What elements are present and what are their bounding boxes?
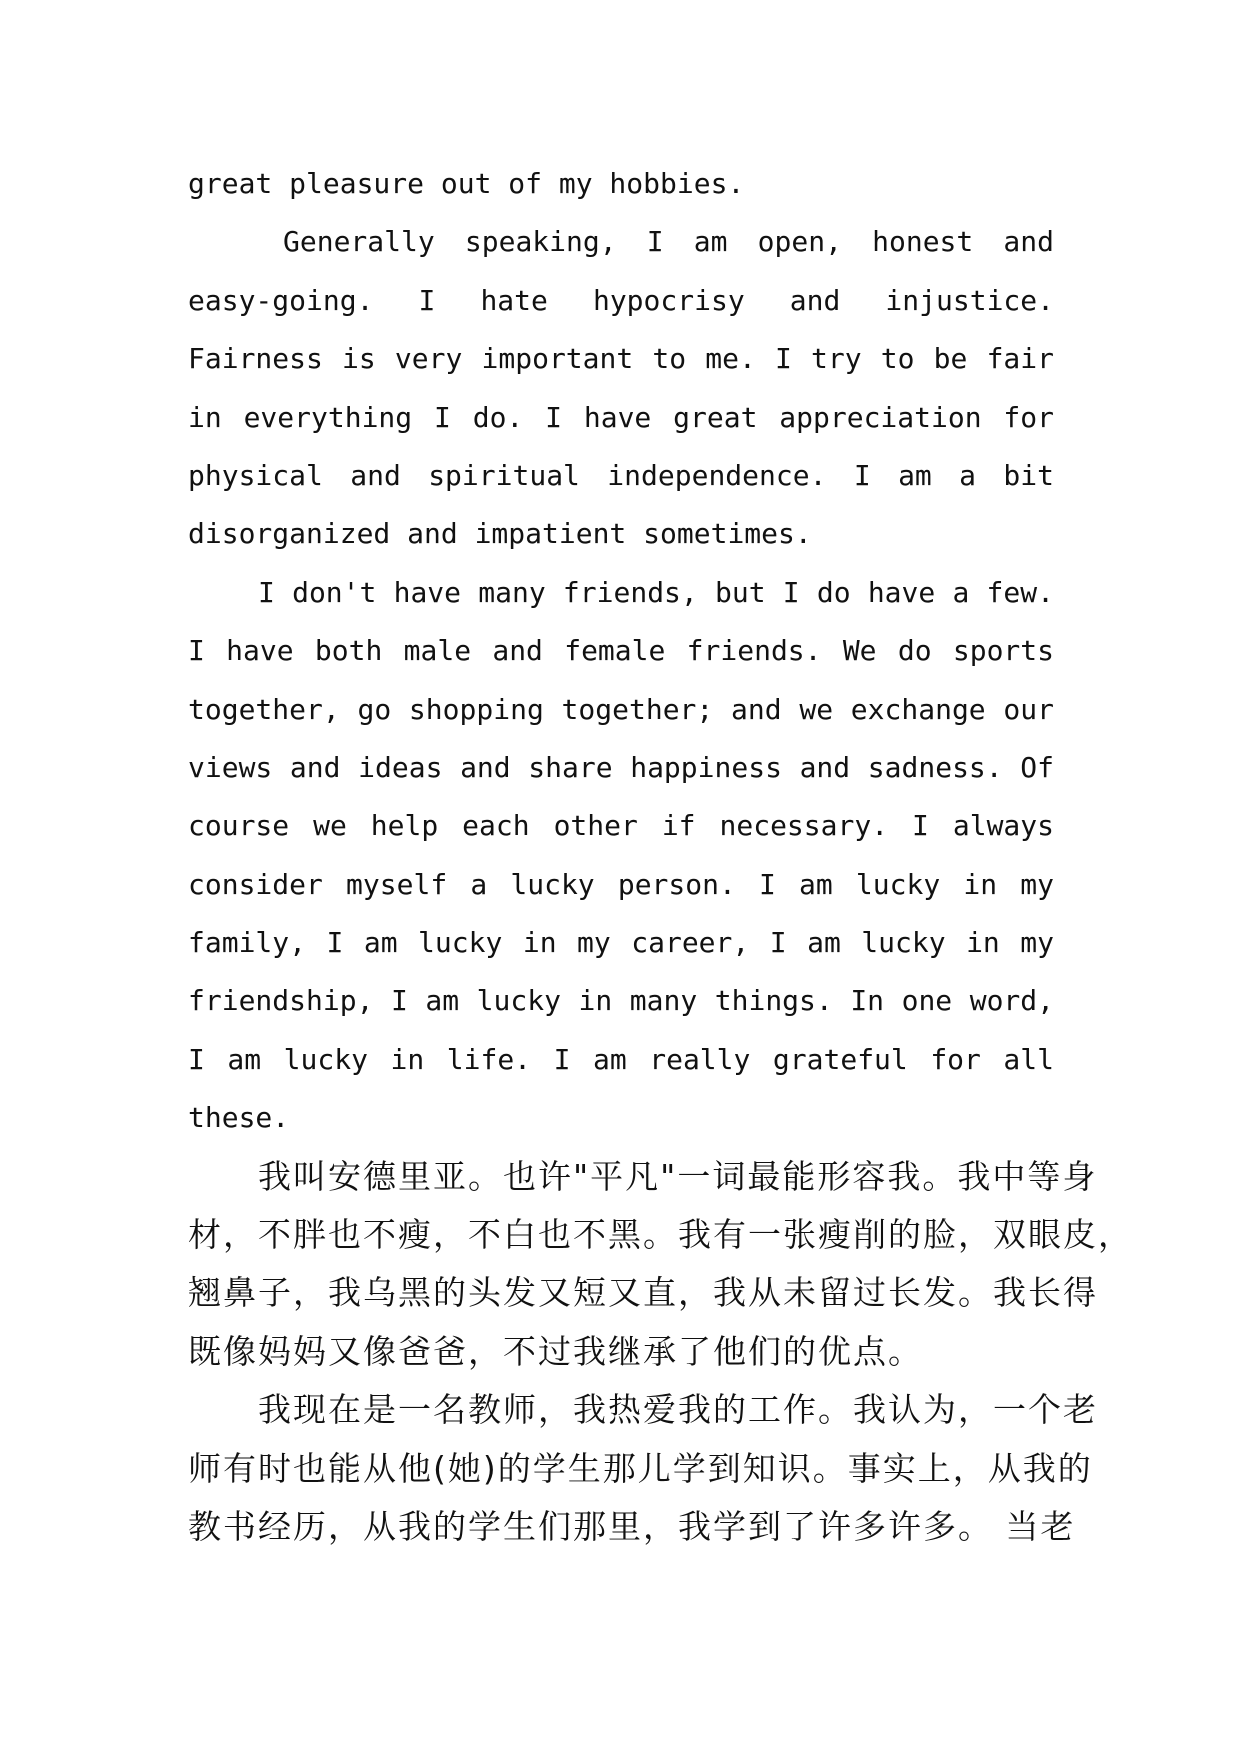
text-line: friendship, I am lucky in many things. In one word, [188, 984, 1054, 1018]
text-line: great pleasure out of my hobbies. [188, 167, 745, 200]
text-line: I don't have many friends, but I do have a few. [258, 575, 1054, 609]
text-line: views and ideas and share happiness and sadness. Of [188, 750, 1054, 784]
text-line: these. [188, 1101, 290, 1135]
text-line: 我叫安德里亚。也许"平凡"一词最能形容我。我中等身 [258, 1156, 1098, 1196]
text-line: 翘鼻子，我乌黑的头发又短又直，我从未留过长发。我长得 [188, 1273, 1098, 1313]
text-line: 教书经历，从我的学生们那里，我学到了许多许多。 当老 [188, 1506, 1076, 1546]
text-line: together, go shopping together; and we exchange our [188, 692, 1054, 726]
text-line: easy-going. I hate hypocrisy and injustice. [188, 283, 1054, 317]
text-line: consider myself a lucky person. I am lucky in my [188, 867, 1054, 901]
text-line: disorganized and impatient sometimes. [188, 517, 812, 551]
text-line: in everything I do. I have great appreciation for [188, 400, 1054, 434]
text-line: 材，不胖也不瘦，不白也不黑。我有一张瘦削的脸，双眼皮， [188, 1215, 1133, 1255]
text-line: I am lucky in life. I am really grateful for all [188, 1042, 1054, 1076]
document-page [188, 155, 1133, 1556]
text-line: 既像妈妈又像爸爸，不过我继承了他们的优点。 [188, 1331, 923, 1371]
text-line: 我现在是一名教师，我热爱我的工作。我认为，一个老 [258, 1390, 1098, 1430]
text-line: 师有时也能从他(她)的学生那儿学到知识。事实上，从我的 [188, 1448, 1093, 1488]
text-line: I have both male and female friends. We do sports [188, 634, 1054, 668]
text-line: physical and spiritual independence. I am a bit [188, 458, 1054, 492]
text-line: course we help each other if necessary. I always [188, 809, 1054, 843]
text-line: family, I am lucky in my career, I am lucky in my [188, 926, 1054, 960]
text-line: Fairness is very important to me. I try to be fair [188, 342, 1054, 376]
text-line: Generally speaking, I am open, honest and [283, 225, 1054, 259]
